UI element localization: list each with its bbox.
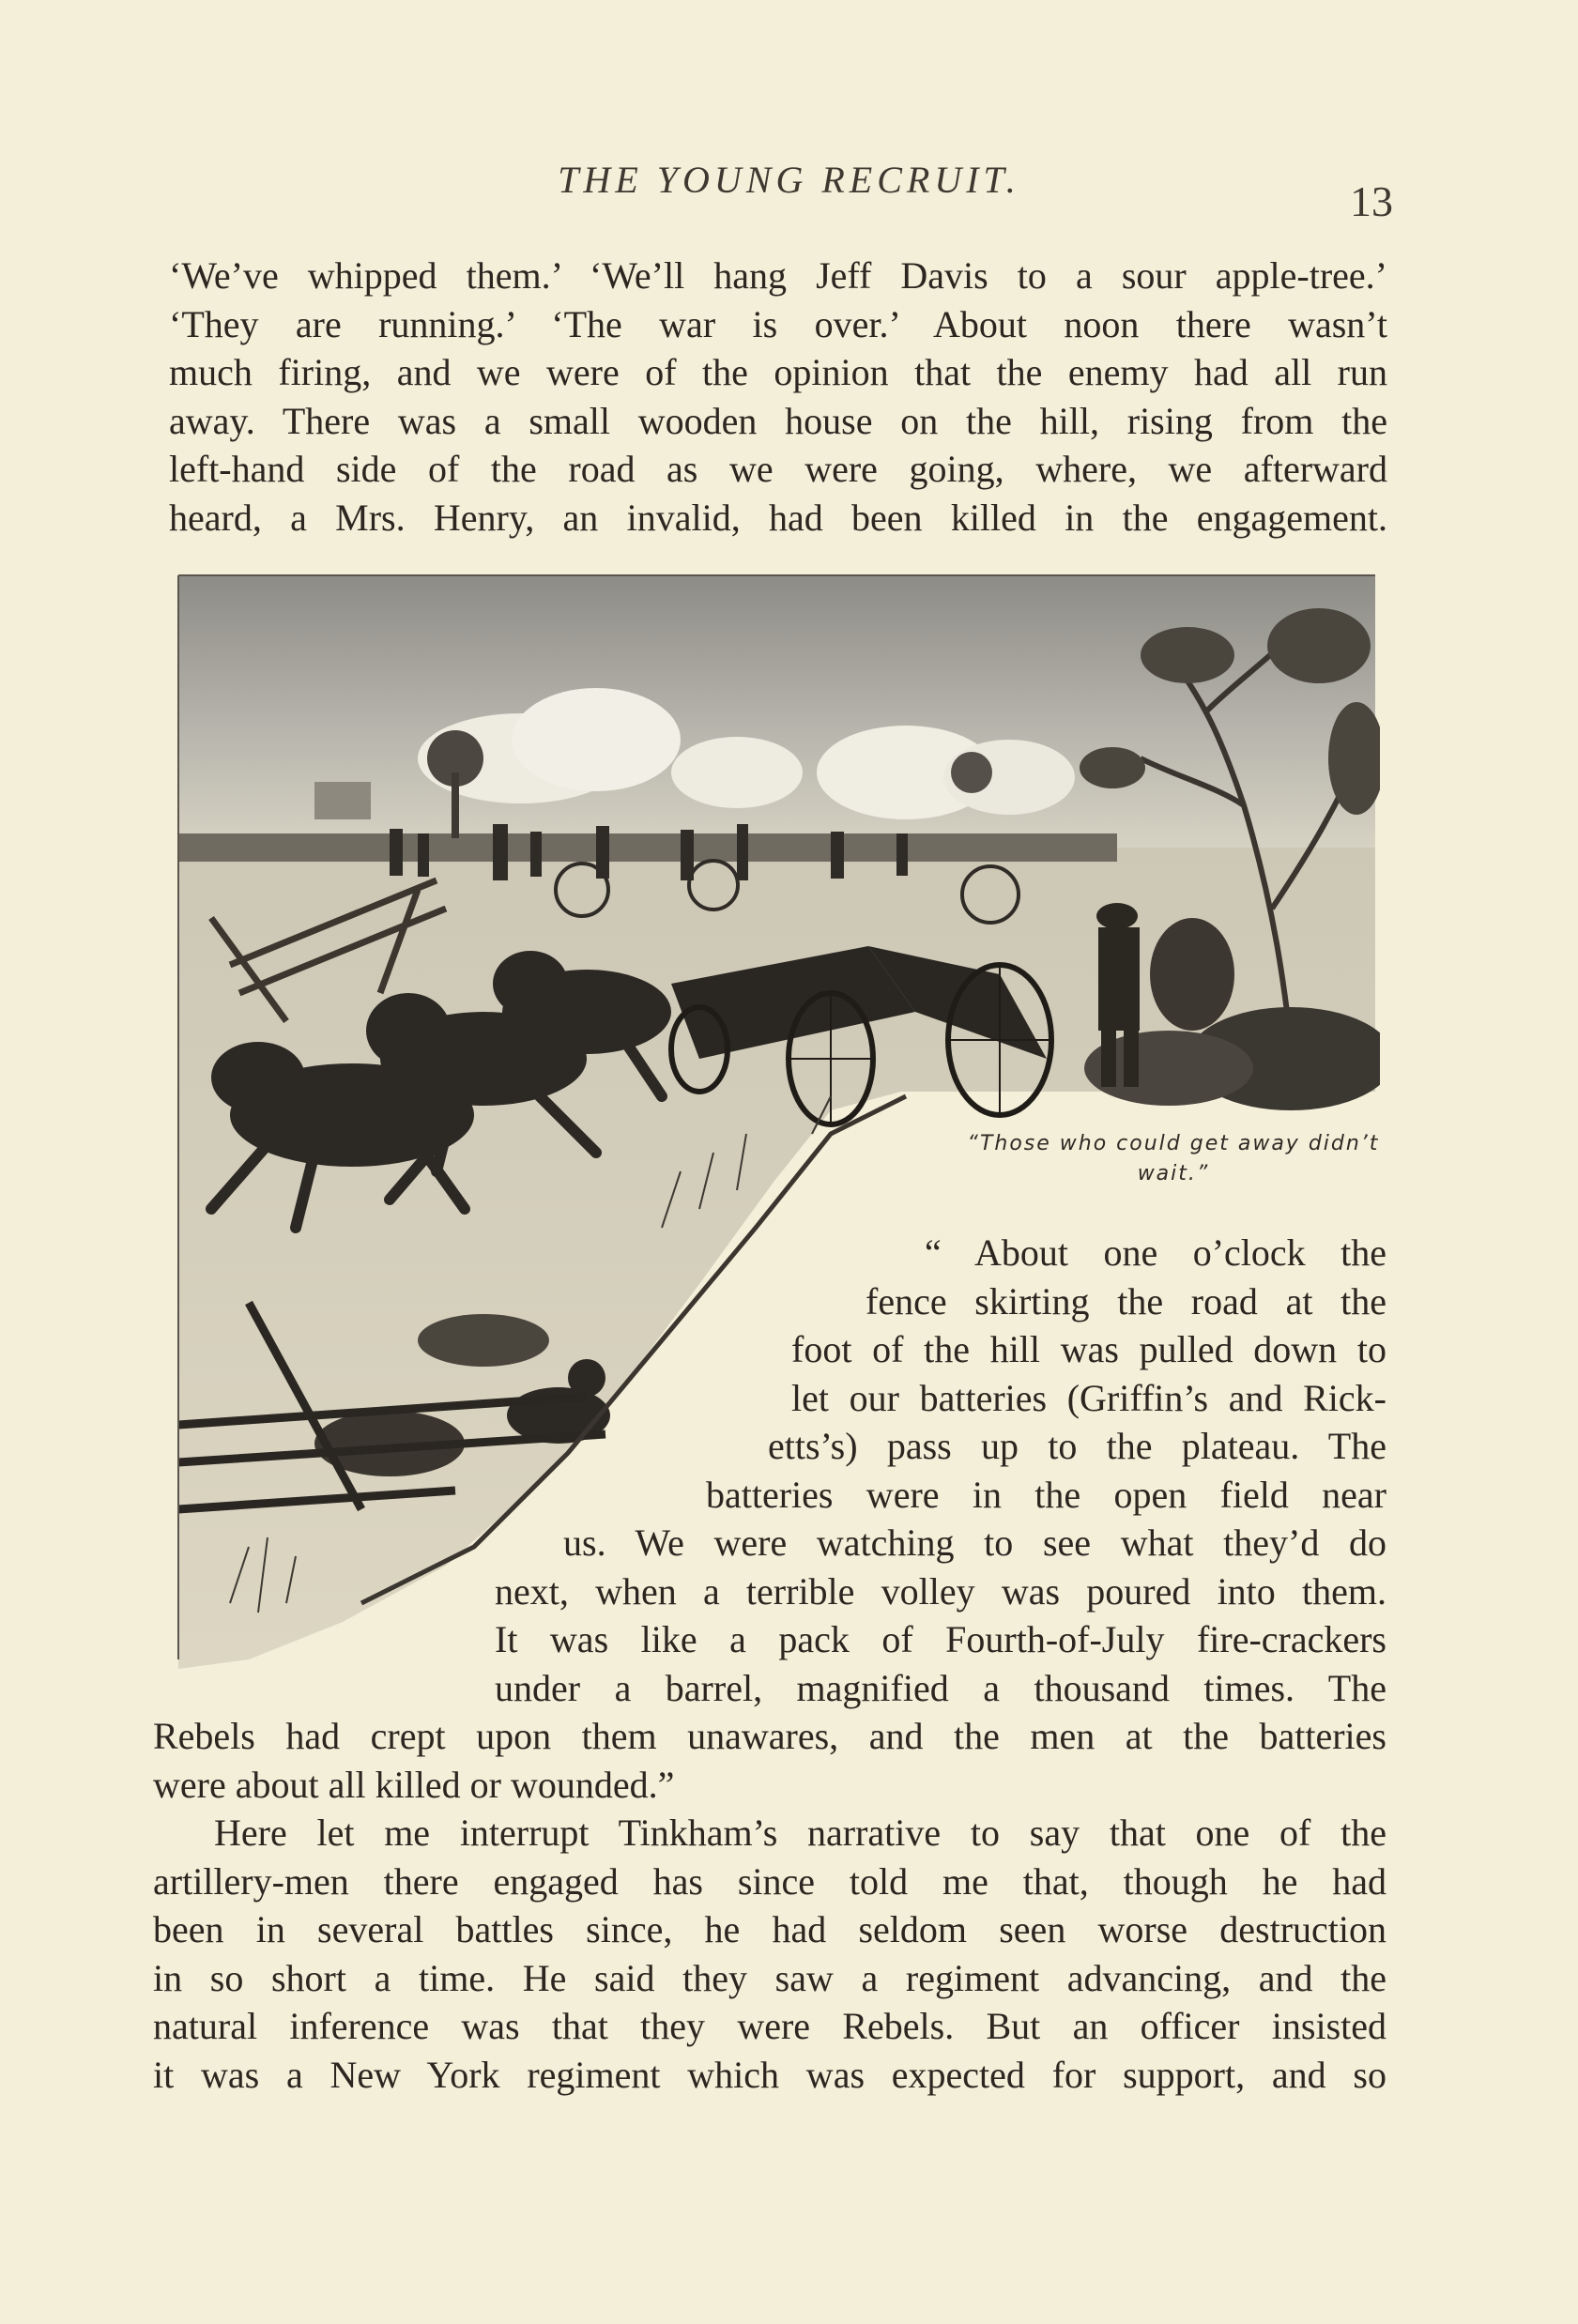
text-line: natural inference was that they were Rebels. But an officer insisted	[153, 2005, 1386, 2047]
running-head: THE YOUNG RECRUIT.	[558, 159, 1020, 201]
text-line: ‘We’ve whipped them.’ ‘We’ll hang Jeff Davis to a sour apple-tree.’	[169, 254, 1387, 297]
text-line: batteries were in the open field near	[706, 1474, 1386, 1516]
text-line: under a barrel, magnified a thousand times. The	[495, 1667, 1386, 1709]
text-line: “ About one o’clock the	[925, 1231, 1386, 1274]
text-line: Here let me interrupt Tinkham’s narrative to say that one of the	[214, 1812, 1386, 1854]
text-line: Rebels had crept upon them unawares, and the men at the batteries	[153, 1715, 1386, 1757]
text-line: it was a New York regiment which was expected for support, and so	[153, 2053, 1386, 2096]
illustration-caption: “Those who could get away didn’t wait.”	[967, 1132, 1380, 1185]
top-paragraph	[169, 252, 1387, 542]
text-line: were about all killed or wounded.”	[153, 1764, 675, 1806]
text-line: It was like a pack of Fourth-of-July fire-crackers	[495, 1618, 1386, 1660]
text-line: much firing, and we were of the opinion that the enemy had all run	[169, 351, 1387, 393]
text-line: in so short a time. He said they saw a regiment advancing, and the	[153, 1956, 1386, 1999]
text-line: us. We were watching to see what they’d do	[563, 1521, 1386, 1564]
text-line: artillery-men there engaged has since told me that, though he had	[153, 1859, 1386, 1903]
text-line: left-hand side of the road as we were going, where, we afterward	[169, 448, 1387, 490]
text-line: ‘They are running.’ ‘The war is over.’ About noon there wasn’t	[169, 302, 1387, 345]
page-number: 13	[1350, 177, 1393, 225]
text-line: let our batteries (Griffin’s and Rick-	[791, 1377, 1386, 1419]
text-line: etts’s) pass up to the plateau. The	[768, 1425, 1386, 1467]
text-line: foot of the hill was pulled down to	[791, 1328, 1386, 1370]
text-line: away. There was a small wooden house on the hill, rising from the	[169, 399, 1387, 442]
text-line: heard, a Mrs. Henry, an invalid, had been killed in the engagement.	[169, 496, 1387, 539]
text-line: fence skirting the road at the	[866, 1280, 1386, 1323]
text-line: next, when a terrible volley was poured into them.	[495, 1570, 1386, 1613]
bottom-paragraph	[153, 1809, 1386, 2099]
text-line: been in several battles since, he had seldom seen worse destruction	[153, 1908, 1386, 1950]
